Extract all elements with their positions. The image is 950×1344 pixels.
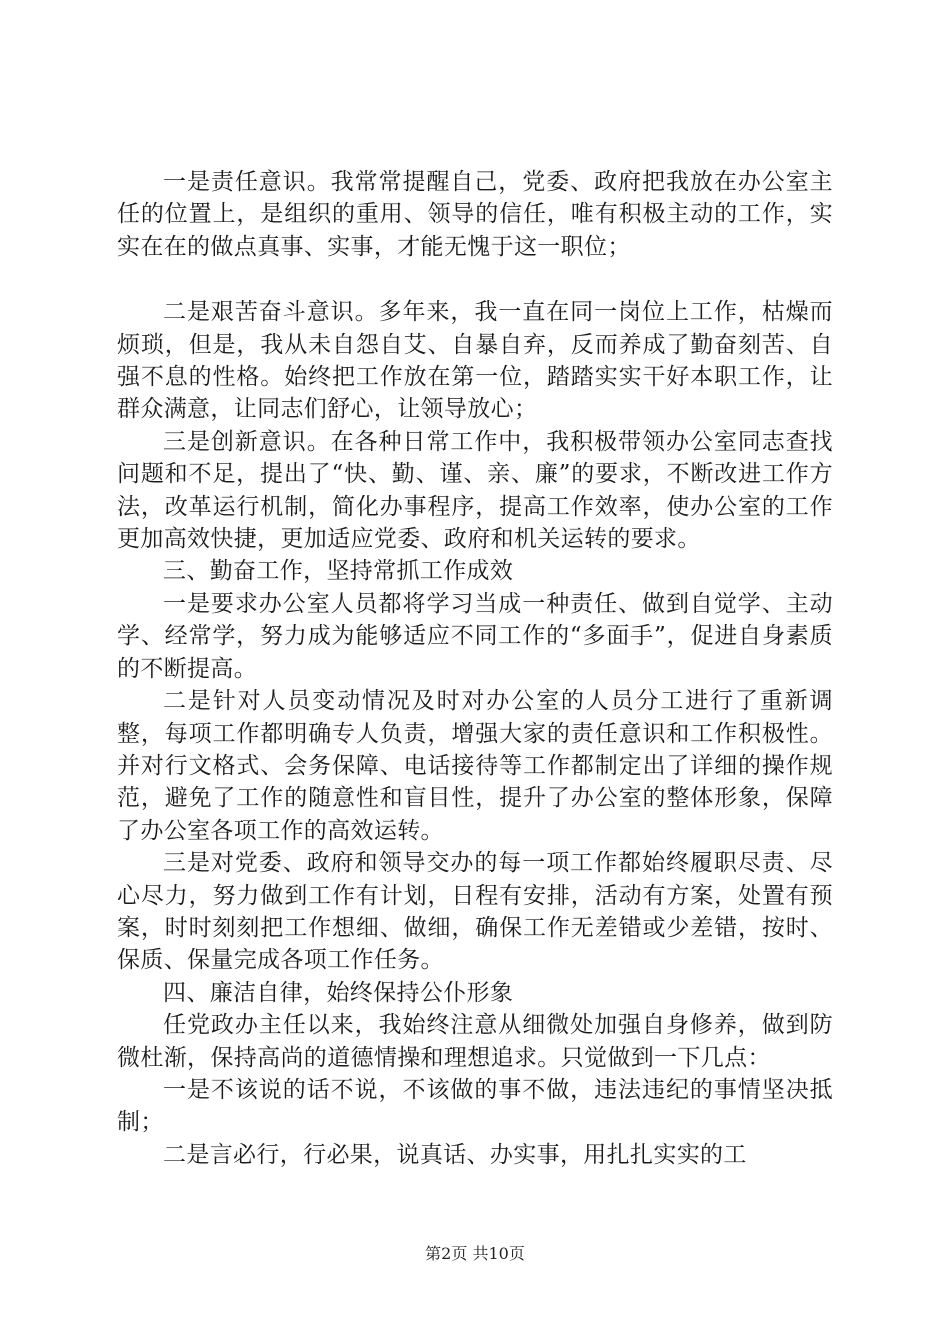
paragraph-point-two: 二是言必行，行必果，说真话、办实事，用扎扎实实的工	[163, 1141, 747, 1168]
page-total: 共10页	[472, 1244, 525, 1263]
page-footer	[0, 1244, 950, 1264]
paragraph-responsibility: 一是责任意识。我常常提醒自己，党委、政府把我放在办公室主任的位置上，是组织的重用、领导的信任，唯有积极主动的工作，实实在在的做点真事、实事，才能无愧于这一职位；	[117, 169, 833, 260]
paragraph-self-discipline: 任党政办主任以来，我始终注意从细微处加强自身修养，做到防微杜渐，保持高尚的道德情操和理想追求。只觉做到一下几点：	[117, 1012, 833, 1071]
paragraph-study: 一是要求办公室人员都将学习当成一种责任、做到自觉学、主动学、经常学，努力成为能够适应不同工作的“多面手”，促进自身素质的不断提高。	[117, 590, 833, 682]
section-heading-four: 四、廉洁自律，始终保持公仆形象	[163, 979, 514, 1006]
page-number: 第2页	[425, 1244, 468, 1263]
section-heading-three: 三、勤奋工作，坚持常抓工作成效	[163, 558, 514, 585]
document-body	[117, 166, 833, 1171]
paragraph-innovation: 三是创新意识。在各种日常工作中，我积极带领办公室同志查找问题和不足，提出了“快、勤、谨、亲、廉”的要求，不断改进工作方法，改革运行机制，简化办事程序，提高工作效率，使办公室的工作更加高效快捷，更加适应党委、政府和机关运转的要求。	[117, 428, 833, 553]
paragraph-adjustment: 二是针对人员变动情况及时对办公室的人员分工进行了重新调整，每项工作都明确专人负责，增强大家的责任意识和工作积极性。并对行文格式、会务保障、电话接待等工作都制定出了详细的操作规范，避免了工作的随意性和盲目性，提升了办公室的整体形象，保障了办公室各项工作的高效运转。	[117, 688, 833, 844]
paragraph-hard-work: 二是艰苦奋斗意识。多年来，我一直在同一岗位上工作，枯燥而烦琐，但是，我从未自怨自艾、自暴自弃，反而养成了勤奋刻苦、自强不息的性格。始终把工作放在第一位，踏踏实实干好本职工作，让群众满意，让同志们舒心，让领导放心；	[117, 299, 833, 423]
paragraph-duties: 三是对党委、政府和领导交办的每一项工作都始终履职尽责、尽心尽力，努力做到工作有计划，日程有安排，活动有方案，处置有预案，时时刻刻把工作想细、做细，确保工作无差错或少差错，按时、保质、保量完成各项工作任务。	[117, 850, 833, 974]
paragraph-point-one: 一是不该说的话不说，不该做的事不做，违法违纪的事情坚决抵制；	[117, 1076, 833, 1136]
